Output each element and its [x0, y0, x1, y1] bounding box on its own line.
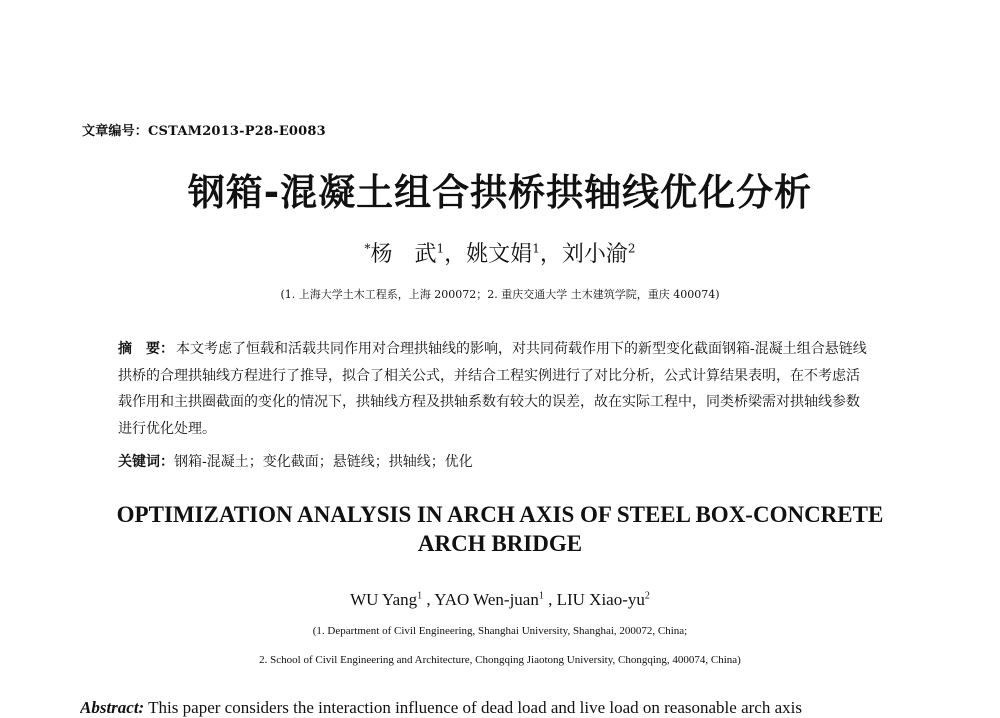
author-en-2-aff: 1 [538, 590, 544, 602]
corresponding-mark: * [364, 241, 371, 256]
abstract-cn-text: 本文考虑了恒载和活载共同作用对合理拱轴线的影响，对共同荷载作用下的新型变化截面钢箱-混凝土组合悬链线拱桥的合理拱轴线方程进行了推导，拟合了相关公式，并结合工程实例进行了对比分析，公式计算结果表明，在不考虑活载作用和主拱圈截面的变化的情况下，拱轴线方程及拱轴系数有较大的误差，故在实际工程中，同类桥梁需对拱轴线参数进行优化处理。 [118, 341, 867, 437]
authors-chinese [0, 237, 1000, 268]
abstract-english [80, 698, 940, 718]
author-en-3-aff: 2 [644, 590, 650, 602]
keywords-cn-label: 关键词： [118, 454, 174, 470]
abstract-cn-label: 摘 要： [118, 341, 174, 357]
authors-english [0, 590, 1000, 610]
author-cn-1-aff: 1 [436, 241, 445, 256]
affiliation-english-1: (1. Department of Civil Engineering, Shanghai University, Shanghai, 200072, China; [312, 625, 688, 637]
abstract-en-label: Abstract: [80, 698, 145, 717]
author-cn-sep-1: ， [444, 242, 467, 267]
article-id-label: 文章编号： [82, 124, 149, 139]
author-cn-2-aff: 1 [532, 241, 540, 256]
author-en-1-aff: 1 [417, 590, 423, 602]
keywords-chinese [118, 451, 873, 471]
title-chinese: 钢箱-混凝土组合拱桥拱轴线优化分析 [187, 171, 813, 214]
author-en-2: YAO Wen-juan [434, 590, 539, 609]
author-cn-2: 姚文娟 [466, 242, 533, 267]
keywords-cn-text: 钢箱-混凝土；变化截面；悬链线；拱轴线；优化 [174, 454, 473, 470]
article-id [82, 120, 326, 139]
title-en-line-2: ARCH BRIDGE [417, 531, 583, 556]
abstract-chinese [118, 336, 873, 442]
author-en-1: WU Yang [350, 590, 418, 609]
author-en-sep-2: , [543, 590, 557, 609]
author-en-3: LIU Xiao-yu [556, 590, 645, 609]
abstract-en-text: This paper considers the interaction influence of dead load and live load on reasonable arch axis [144, 698, 802, 717]
title-en-line-1: OPTIMIZATION ANALYSIS IN ARCH AXIS OF STEEL BOX-CONCRETE [116, 502, 884, 527]
author-en-sep-1: , [422, 590, 435, 609]
title-english [60, 500, 940, 558]
affiliation-chinese: (1. 上海大学土木工程系，上海 200072；2. 重庆交通大学 土木建筑学院，重庆 400074) [280, 288, 720, 301]
affiliation-english-2: 2. School of Civil Engineering and Architecture, Chongqing Jiaotong University, Chongqing, 400074, China) [259, 654, 741, 666]
article-id-value: CSTAM2013-P28-E0083 [148, 124, 326, 139]
author-cn-3-aff: 2 [627, 241, 636, 256]
author-cn-1: 杨 武 [370, 242, 437, 267]
author-cn-sep-2: ， [539, 242, 562, 267]
author-cn-3: 刘小渝 [561, 242, 628, 267]
